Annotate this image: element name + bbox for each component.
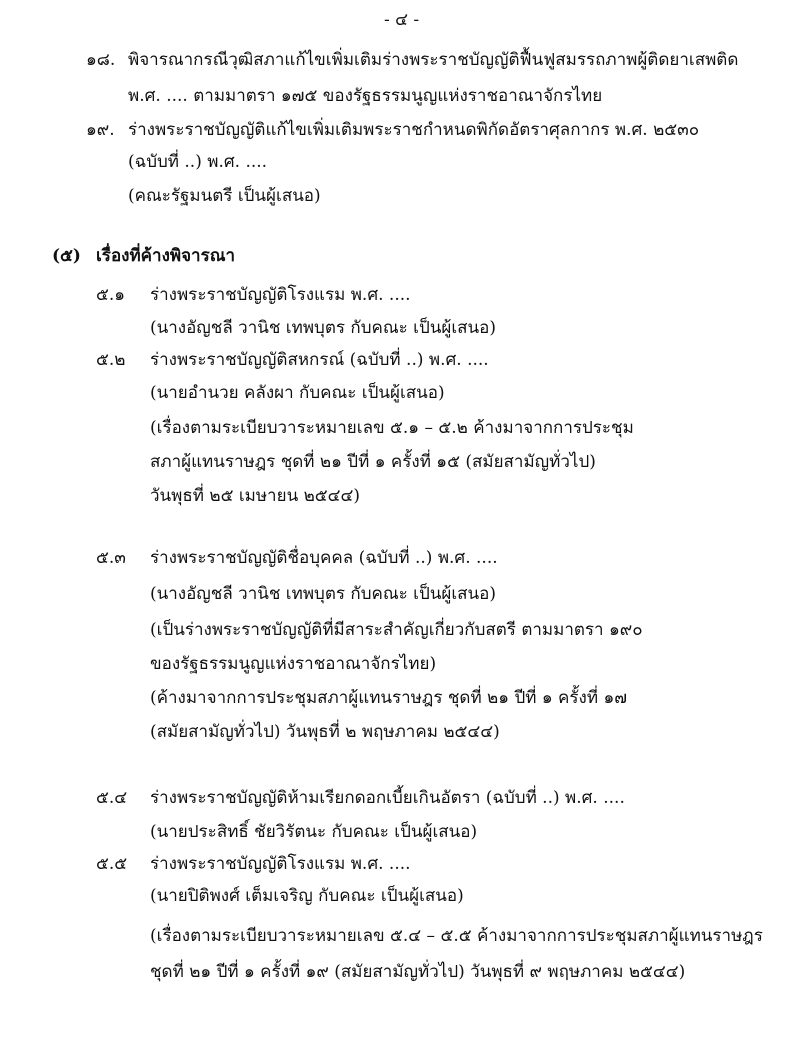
sub-title: ร่างพระราชบัญญัติโรงแรม พ.ศ. .... xyxy=(150,854,411,874)
sub-proposer: (นางอัญชลี วานิช เทพบุตร กับคณะ เป็นผู้เสนอ) xyxy=(150,584,496,604)
sub-proposer: (นายอำนวย คลังผา กับคณะ เป็นผู้เสนอ) xyxy=(150,383,445,403)
sub-note: (เรื่องตามระเบียบวาระหมายเลข ๕.๔ – ๕.๕ ค้างมาจากการประชุมสภาผู้แทนราษฎร xyxy=(150,926,763,946)
sub-note: วันพุธที่ ๒๕ เมษายน ๒๕๔๔) xyxy=(150,486,361,506)
sub-title: ร่างพระราชบัญญัติห้ามเรียกดอกเบี้ยเกินอัตรา (ฉบับที่ ..) พ.ศ. .... xyxy=(150,788,625,808)
section-title: เรื่องที่ค้างพิจารณา xyxy=(96,246,236,266)
item-line: พ.ศ. .... ตามมาตรา ๑๗๕ ของรัฐธรรมนูญแห่งราชอาณาจักรไทย xyxy=(128,86,603,106)
page-number: - ๔ - xyxy=(384,10,420,30)
sub-note: (เป็นร่างพระราชบัญญัติที่มีสาระสำคัญเกี่ยวกับสตรี ตามมาตรา ๑๙๐ xyxy=(150,620,643,640)
sub-note: ชุดที่ ๒๑ ปีที่ ๑ ครั้งที่ ๑๙ (สมัยสามัญทั่วไป) วันพุธที่ ๙ พฤษภาคม ๒๕๔๔) xyxy=(150,962,686,982)
sub-proposer: (นางอัญชลี วานิช เทพบุตร กับคณะ เป็นผู้เสนอ) xyxy=(150,318,496,338)
sub-number: ๕.๕ xyxy=(96,854,128,874)
section-number: (๕) xyxy=(52,246,81,266)
sub-title: ร่างพระราชบัญญัติชื่อบุคคล (ฉบับที่ ..) พ.ศ. .... xyxy=(150,548,498,568)
item-number: ๑๙. xyxy=(86,120,115,140)
sub-title: ร่างพระราชบัญญัติโรงแรม พ.ศ. .... xyxy=(150,285,411,305)
item-line: พิจารณากรณีวุฒิสภาแก้ไขเพิ่มเติมร่างพระราชบัญญัติฟื้นฟูสมรรถภาพผู้ติดยาเสพติด xyxy=(128,50,739,70)
sub-proposer: (นายปิติพงศ์ เต็มเจริญ กับคณะ เป็นผู้เสนอ) xyxy=(150,886,464,906)
sub-proposer: (นายประสิทธิ์ ชัยวิรัตนะ กับคณะ เป็นผู้เสนอ) xyxy=(150,822,478,842)
sub-note: (เรื่องตามระเบียบวาระหมายเลข ๕.๑ – ๕.๒ ค้างมาจากการประชุม xyxy=(150,418,634,438)
sub-number: ๕.๔ xyxy=(96,788,128,808)
sub-note: สภาผู้แทนราษฎร ชุดที่ ๒๑ ปีที่ ๑ ครั้งที่ ๑๕ (สมัยสามัญทั่วไป) xyxy=(150,452,596,472)
item-number: ๑๘. xyxy=(86,50,116,70)
sub-number: ๕.๓ xyxy=(96,548,126,568)
item-line: (ฉบับที่ ..) พ.ศ. .... xyxy=(128,152,268,172)
sub-note: (สมัยสามัญทั่วไป) วันพุธที่ ๒ พฤษภาคม ๒๕๔๔) xyxy=(150,722,500,742)
item-line: (คณะรัฐมนตรี เป็นผู้เสนอ) xyxy=(128,186,321,206)
sub-title: ร่างพระราชบัญญัติสหกรณ์ (ฉบับที่ ..) พ.ศ. .... xyxy=(150,350,489,370)
item-line: ร่างพระราชบัญญัติแก้ไขเพิ่มเติมพระราชกำหนดพิกัดอัตราศุลกากร พ.ศ. ๒๕๓๐ xyxy=(128,120,700,140)
sub-note: ของรัฐธรรมนูญแห่งราชอาณาจักรไทย) xyxy=(150,654,437,674)
sub-note: (ค้างมาจากการประชุมสภาผู้แทนราษฎร ชุดที่ ๒๑ ปีที่ ๑ ครั้งที่ ๑๗ xyxy=(150,688,628,708)
sub-number: ๕.๒ xyxy=(96,350,126,370)
sub-number: ๕.๑ xyxy=(96,285,126,305)
